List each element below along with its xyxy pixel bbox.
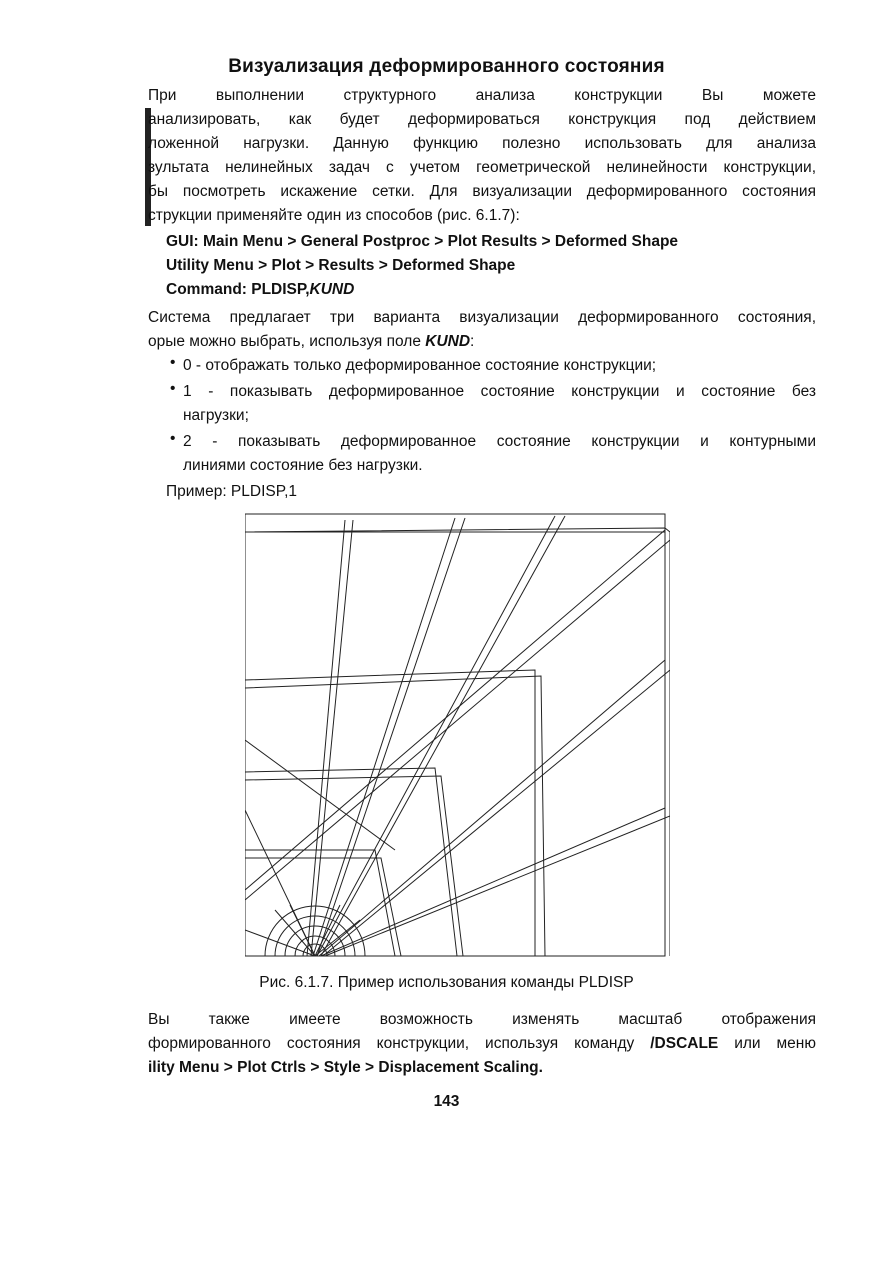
example-line: Пример: PLDISP,1	[166, 483, 297, 500]
radial-2	[313, 518, 455, 956]
bullet-2-line-2: нагрузки;	[183, 407, 249, 424]
para3-line-2	[148, 1032, 816, 1056]
section-title: Визуализация деформированного состояния	[228, 56, 665, 77]
para2-line-1: Система предлагает три варианта визуализации деформированного состояния,	[148, 309, 816, 326]
para1-line-5: бы посмотреть искажение сетки. Для визуализации деформированного состояния	[148, 183, 816, 200]
bullet-3-line-2: линиями состояние без нагрузки.	[183, 457, 423, 474]
radial-diagonal	[245, 530, 665, 890]
page-number: 143	[433, 1093, 460, 1110]
para1-line-6: струкции применяйте один из способов (рис. 6.1.7):	[148, 207, 520, 224]
deformed-shape-figure	[245, 510, 670, 960]
command-line	[166, 278, 834, 302]
para3-line-2-suffix: или меню	[718, 1035, 816, 1052]
para1-line-1: При выполнении структурного анализа конструкции Вы можете	[148, 87, 816, 104]
figure-caption: Рис. 6.1.7. Пример использования команды PLDISP	[259, 974, 634, 991]
radial-5	[321, 808, 665, 956]
command-arg: KUND	[309, 281, 355, 298]
radial-3	[317, 516, 555, 956]
mesh-plot	[245, 510, 670, 960]
para2-line-2-suffix: :	[470, 333, 475, 350]
bullet-dot-1: •	[170, 354, 176, 371]
para2-line-2	[148, 330, 816, 354]
radial-1b	[311, 520, 353, 956]
command-prefix: Command: PLDISP,	[166, 281, 310, 298]
bullet-dot-2: •	[170, 380, 176, 397]
contour-ring-3b	[245, 776, 463, 956]
para1-line-3: ложенной нагрузки. Данную функцию полезно использовать для анализа	[148, 135, 816, 152]
para3-line-2-prefix: формированного состояния конструкции, используя команду	[148, 1035, 651, 1052]
radial-diagonal-b	[245, 540, 670, 900]
frame-deformed	[245, 528, 670, 956]
para1-line-2: анализировать, как будет деформироваться конструкция под действием	[148, 111, 816, 128]
utility-path: Utility Menu > Plot > Results > Deformed Shape	[166, 257, 516, 274]
kund-field: KUND	[425, 333, 471, 350]
bullet-1-line-1: 0 - отображать только деформированное состояние конструкции;	[183, 357, 657, 374]
para1-line-4: зультата нелинейных задач с учетом геометрической нелинейности конструкции,	[148, 159, 816, 176]
para2-line-2-prefix: орые можно выбрать, используя поле	[148, 333, 426, 350]
bullet-2-line-1: 1 - показывать деформированное состояние конструкции и состояние без	[183, 383, 816, 400]
para3-line-3: ility Menu > Plot Ctrls > Style > Displacement Scaling.	[148, 1059, 543, 1076]
radial-4	[319, 660, 665, 956]
gui-path: GUI: Main Menu > General Postproc > Plot Results > Deformed Shape	[166, 233, 679, 250]
bullet-dot-3: •	[170, 430, 176, 447]
radial-4b	[323, 670, 670, 956]
contour-ring-4b	[245, 676, 545, 956]
bullet-3-line-1: 2 - показывать деформированное состояние конструкции и контурными	[183, 433, 816, 450]
para3-line-1: Вы также имеете возможность изменять масштаб отображения	[148, 1011, 816, 1028]
dscale-command: /DSCALE	[650, 1035, 719, 1052]
curved-contour-1	[245, 740, 395, 850]
